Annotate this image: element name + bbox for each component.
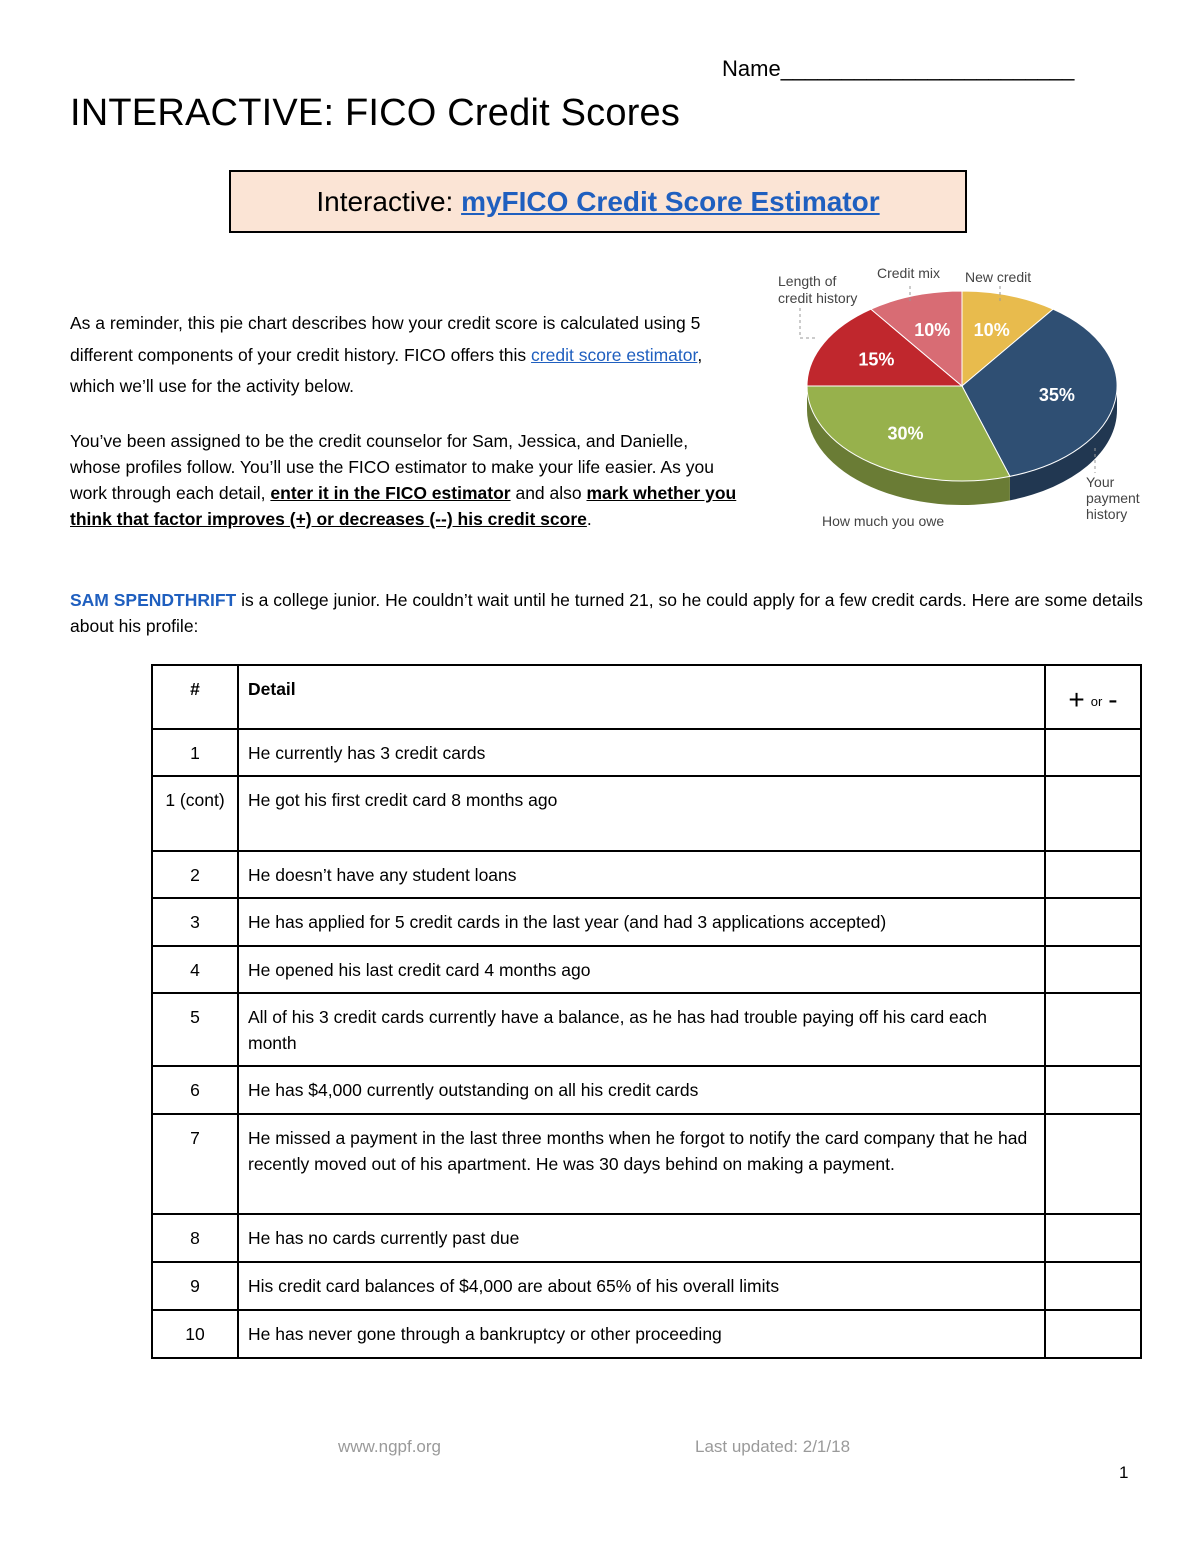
plus-minus-answer-cell[interactable] xyxy=(1045,1310,1141,1358)
pie-value-label: 30% xyxy=(887,423,924,444)
row-number: 8 xyxy=(152,1214,238,1262)
estimator-link[interactable]: myFICO Credit Score Estimator xyxy=(461,185,880,217)
row-number: 3 xyxy=(152,898,238,946)
header-detail: Detail xyxy=(238,665,1045,729)
table-row xyxy=(152,776,1141,851)
or-label: or xyxy=(1090,694,1103,710)
row-number: 6 xyxy=(152,1066,238,1114)
instructions-paragraph xyxy=(70,428,740,532)
label-credit-mix: Credit mix xyxy=(877,265,941,281)
row-number: 9 xyxy=(152,1262,238,1310)
row-detail: He has applied for 5 credit cards in the last year (and had 3 applications accepted) xyxy=(238,898,1045,946)
table-row xyxy=(152,898,1141,946)
page-title: INTERACTIVE: FICO Credit Scores xyxy=(70,92,681,134)
table-row xyxy=(152,993,1141,1066)
instructions-emphasis-1: enter it in the FICO estimator xyxy=(270,483,511,503)
plus-sign: + xyxy=(1068,684,1085,715)
name-blank[interactable]: ________________________ xyxy=(780,56,1075,81)
intro-text: As a reminder, this pie chart describes how your credit score is calculated using 5 different components of your credit history. FICO offers this xyxy=(70,313,701,365)
row-detail: He currently has 3 credit cards xyxy=(238,729,1045,776)
profile-intro xyxy=(70,587,1150,639)
name-field[interactable] xyxy=(722,56,1074,82)
footer-url: www.ngpf.org xyxy=(338,1437,441,1456)
label-payment-2: payment xyxy=(1086,490,1140,506)
plus-minus-answer-cell[interactable] xyxy=(1045,776,1141,851)
plus-minus-answer-cell[interactable] xyxy=(1045,898,1141,946)
label-length-1: Length of xyxy=(778,273,837,289)
row-detail: His credit card balances of $4,000 are about 65% of his overall limits xyxy=(238,1262,1045,1310)
minus-sign: - xyxy=(1108,684,1118,715)
interactive-banner xyxy=(229,170,967,233)
instructions-text-2: and also xyxy=(510,483,587,503)
row-number: 7 xyxy=(152,1114,238,1214)
plus-minus-answer-cell[interactable] xyxy=(1045,946,1141,993)
row-number: 1 (cont) xyxy=(152,776,238,851)
profile-details-table xyxy=(151,664,1142,1359)
row-number: 10 xyxy=(152,1310,238,1358)
instructions-emphasis-2: mark whether you think that factor improves (+) or decreases (--) his credit score xyxy=(70,483,737,529)
table-row xyxy=(152,851,1141,898)
banner-prefix: Interactive: xyxy=(316,185,462,217)
plus-minus-answer-cell[interactable] xyxy=(1045,1262,1141,1310)
plus-minus-answer-cell[interactable] xyxy=(1045,1114,1141,1214)
table-row xyxy=(152,1114,1141,1214)
table-row xyxy=(152,1310,1141,1358)
table-row xyxy=(152,1262,1141,1310)
row-detail: He missed a payment in the last three months when he forgot to notify the card company that he had recently moved out of his apartment. He was 30 days behind on making a payment. xyxy=(238,1114,1045,1214)
plus-minus-answer-cell[interactable] xyxy=(1045,1066,1141,1114)
intro-text-end: , which we’ll use for the activity below. xyxy=(70,344,703,396)
profile-name: SAM SPENDTHRIFT xyxy=(70,590,237,610)
credit-score-estimator-link[interactable]: credit score estimator xyxy=(531,344,698,365)
plus-minus-answer-cell[interactable] xyxy=(1045,851,1141,898)
header-plus-or-minus xyxy=(1045,665,1141,729)
label-payment-1: Your xyxy=(1086,474,1115,490)
profile-text: is a college junior. He couldn’t wait until he turned 21, so he could apply for a few credit cards. Here are some details about his profile: xyxy=(70,590,1143,636)
row-detail: He has $4,000 currently outstanding on all his credit cards xyxy=(238,1066,1045,1114)
pie-value-label: 15% xyxy=(858,349,895,370)
pie-value-label: 10% xyxy=(914,319,951,340)
row-detail: He opened his last credit card 4 months ago xyxy=(238,946,1045,993)
label-how-much-you-owe: How much you owe xyxy=(822,513,945,529)
intro-paragraph xyxy=(70,308,740,403)
header-number: # xyxy=(152,665,238,729)
row-detail: He has no cards currently past due xyxy=(238,1214,1045,1262)
table-row xyxy=(152,1214,1141,1262)
instructions-period: . xyxy=(586,509,592,529)
row-number: 5 xyxy=(152,993,238,1066)
row-detail: He has never gone through a bankruptcy or other proceeding xyxy=(238,1310,1045,1358)
plus-minus-answer-cell[interactable] xyxy=(1045,729,1141,776)
name-label: Name xyxy=(722,56,781,81)
plus-minus-answer-cell[interactable] xyxy=(1045,1214,1141,1262)
table-header-row xyxy=(152,665,1141,729)
label-length-2: credit history xyxy=(778,290,858,306)
row-detail: He got his first credit card 8 months ago xyxy=(238,776,1045,851)
length-callout-line xyxy=(800,308,815,338)
row-number: 4 xyxy=(152,946,238,993)
row-number: 2 xyxy=(152,851,238,898)
table-row xyxy=(152,1066,1141,1114)
plus-minus-answer-cell[interactable] xyxy=(1045,993,1141,1066)
row-detail: He doesn’t have any student loans xyxy=(238,851,1045,898)
instructions-text: You’ve been assigned to be the credit counselor for Sam, Jessica, and Danielle, whose profiles follow. You’ll use the FICO estimator to make your life easier. As you work through each detail, xyxy=(70,431,714,503)
label-new-credit: New credit xyxy=(965,269,1032,285)
footer-last-updated: Last updated: 2/1/18 xyxy=(695,1437,851,1456)
row-number: 1 xyxy=(152,729,238,776)
label-payment-3: history xyxy=(1086,506,1128,522)
table-row xyxy=(152,729,1141,776)
row-detail: All of his 3 credit cards currently have a balance, as he has had trouble paying off his card each month xyxy=(238,993,1045,1066)
pie-value-label: 35% xyxy=(1038,385,1075,406)
pie-value-label: 10% xyxy=(973,319,1010,340)
page-number: 1 xyxy=(1119,1463,1129,1482)
table-row xyxy=(152,946,1141,993)
fico-pie-chart xyxy=(770,258,1160,538)
